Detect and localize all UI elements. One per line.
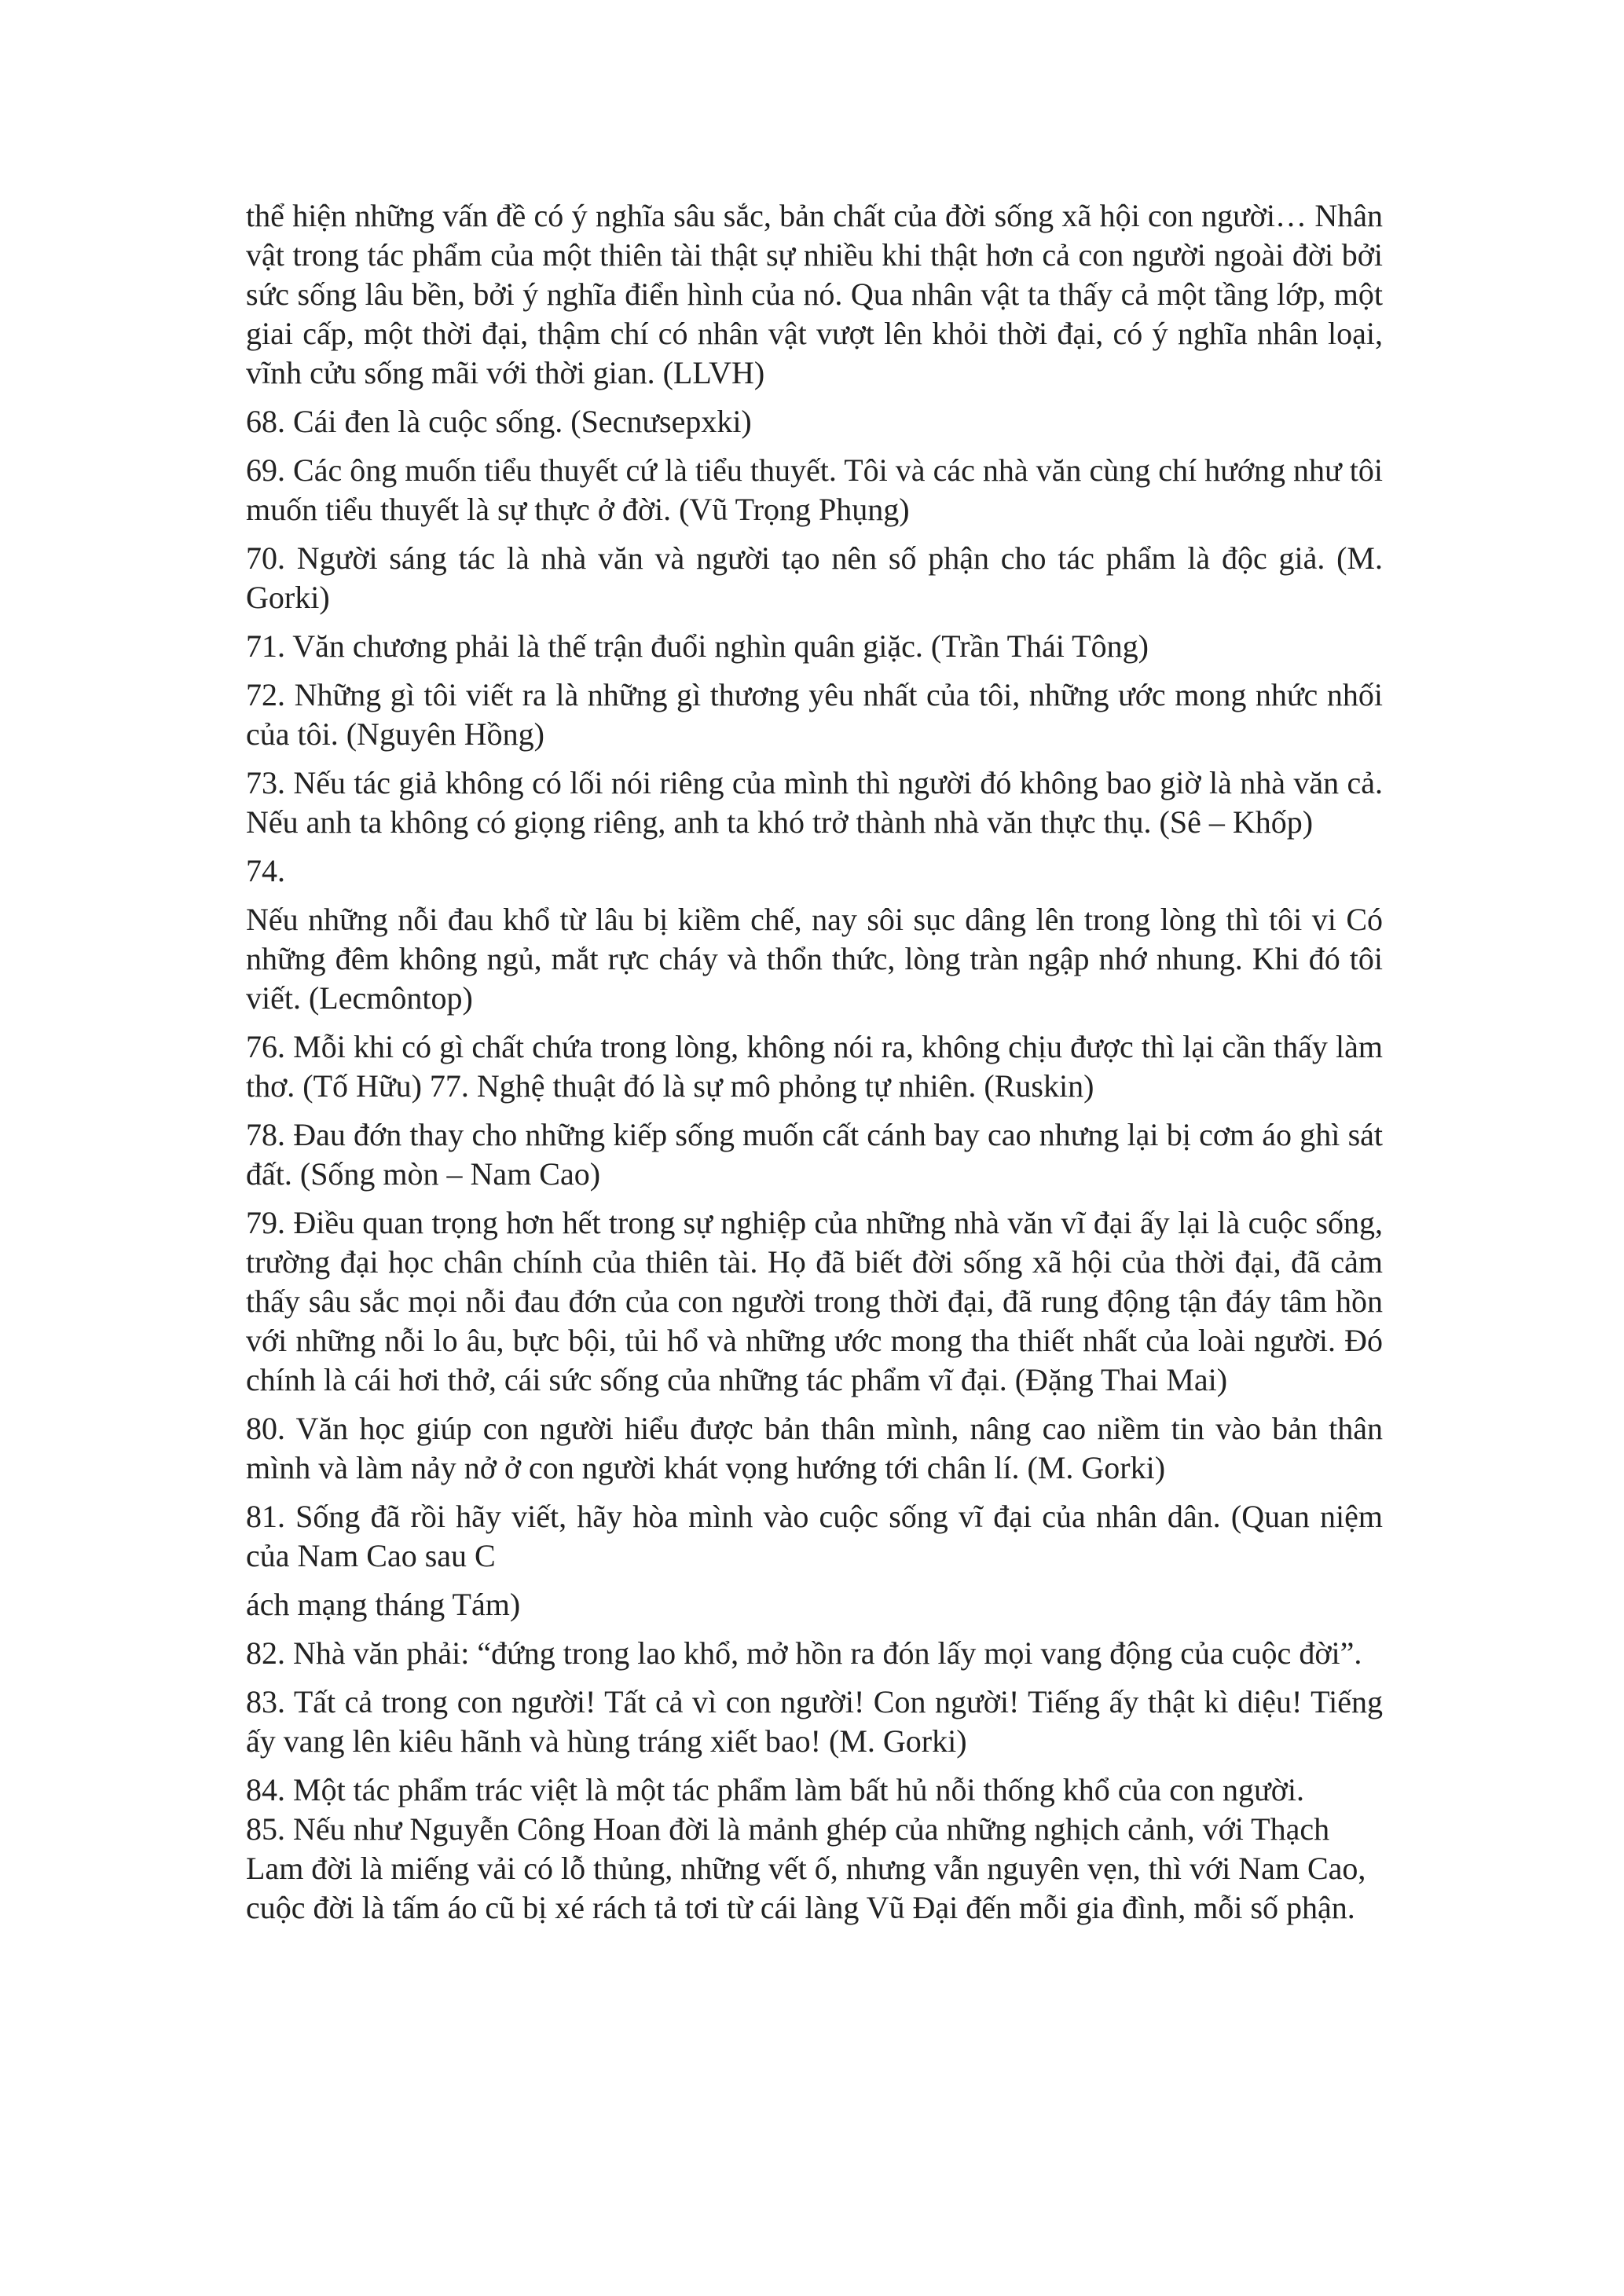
- quote-81: 81. Sống đã rồi hãy viết, hãy hòa mình vào cuộc sống vĩ đại của nhân dân. (Quan niệm của Nam Cao sau C: [246, 1499, 1383, 1573]
- quote-73: 73. Nếu tác giả không có lối nói riêng của mình thì người đó không bao giờ là nhà văn cả. Nếu anh ta không có giọng riêng, anh ta khó trở thành nhà văn thực thụ. (Sê – Khốp): [246, 765, 1383, 840]
- quote-78: 78. Đau đớn thay cho những kiếp sống muốn cất cánh bay cao nhưng lại bị cơm áo ghì sát đất. (Sống mòn – Nam Cao): [246, 1117, 1383, 1192]
- paragraph-intro: thể hiện những vấn đề có ý nghĩa sâu sắc, bản chất của đời sống xã hội con người… Nhân vật trong tác phẩm của một thiên tài thật sự nhiều khi thật hơn cả con người ngoài đời bởi sức sống lâu bền, bởi ý nghĩa điển hình của nó. Qua nhân vật ta thấy cả một tầng lớp, một giai cấp, một thời đại, thậm chí có nhân vật vượt lên khỏi thời đại, có ý nghĩa nhân loại, vĩnh cửu sống mãi với thời gian. (LLVH): [246, 198, 1383, 390]
- quote-68: 68. Cái đen là cuộc sống. (Secnưsepxki): [246, 404, 752, 439]
- quote-74-text: Nếu những nỗi đau khổ từ lâu bị kiềm chế, nay sôi sục dâng lên trong lòng thì tôi vi Có những đêm không ngủ, mắt rực cháy và thổn thức, lòng tràn ngập nhớ nhung. Khi đó tôi viết. (Lecmôntop): [246, 902, 1383, 1016]
- quote-84: 84. Một tác phẩm trác việt là một tác phẩm làm bất hủ nỗi thống khổ của con người.: [246, 1772, 1304, 1807]
- quote-83: 83. Tất cả trong con người! Tất cả vì con người! Con người! Tiếng ấy thật kì diệu! Tiếng ấy vang lên kiêu hãnh và hùng tráng xiết bao! (M. Gorki): [246, 1684, 1383, 1759]
- quote-69: 69. Các ông muốn tiểu thuyết cứ là tiểu thuyết. Tôi và các nhà văn cùng chí hướng như tôi muốn tiểu thuyết là sự thực ở đời. (Vũ Trọng Phụng): [246, 452, 1383, 527]
- quote-80: 80. Văn học giúp con người hiểu được bản thân mình, nâng cao niềm tin vào bản thân mình và làm nảy nở ở con người khát vọng hướng tới chân lí. (M. Gorki): [246, 1411, 1383, 1485]
- quote-71: 71. Văn chương phải là thế trận đuổi nghìn quân giặc. (Trần Thái Tông): [246, 628, 1149, 664]
- quote-79: 79. Điều quan trọng hơn hết trong sự nghiệp của những nhà văn vĩ đại ấy lại là cuộc sống, trường đại học chân chính của thiên tài. Họ đã biết đời sống xã hội của thời đại, đã cảm thấy sâu sắc mọi nỗi đau đớn của con người trong thời đại, đã rung động tận đáy tâm hồn với những nỗi lo âu, bực bội, tủi hổ và những ước mong tha thiết nhất của loài người. Đó chính là cái hơi thở, cái sức sống của những tác phẩm vĩ đại. (Đặng Thai Mai): [246, 1205, 1383, 1397]
- quote-72: 72. Những gì tôi viết ra là những gì thương yêu nhất của tôi, những ước mong nhức nhối của tôi. (Nguyên Hồng): [246, 677, 1383, 752]
- quote-70: 70. Người sáng tác là nhà văn và người tạo nên số phận cho tác phẩm là độc giả. (M. Gorki): [246, 540, 1383, 615]
- quote-82: 82. Nhà văn phải: “đứng trong lao khổ, mở hồn ra đón lấy mọi vang động của cuộc đời”.: [246, 1635, 1362, 1671]
- quote-85: 85. Nếu như Nguyễn Công Hoan đời là mảnh ghép của những nghịch cảnh, với Thạch Lam đời là miếng vải có lỗ thủng, những vết ố, nhưng vẫn nguyên vẹn, thì với Nam Cao, cuộc đời là tấm áo cũ bị xé rách tả tơi từ cái làng Vũ Đại đến mỗi gia đình, mỗi số phận.: [246, 1811, 1366, 1925]
- document-page: [246, 196, 1383, 1937]
- quote-76-77: 76. Mỗi khi có gì chất chứa trong lòng, không nói ra, không chịu được thì lại cần thấy làm thơ. (Tố Hữu) 77. Nghệ thuật đó là sự mô phỏng tự nhiên. (Ruskin): [246, 1029, 1383, 1104]
- quote-74-number: 74.: [246, 853, 285, 888]
- quote-81-continuation: ách mạng tháng Tám): [246, 1587, 521, 1622]
